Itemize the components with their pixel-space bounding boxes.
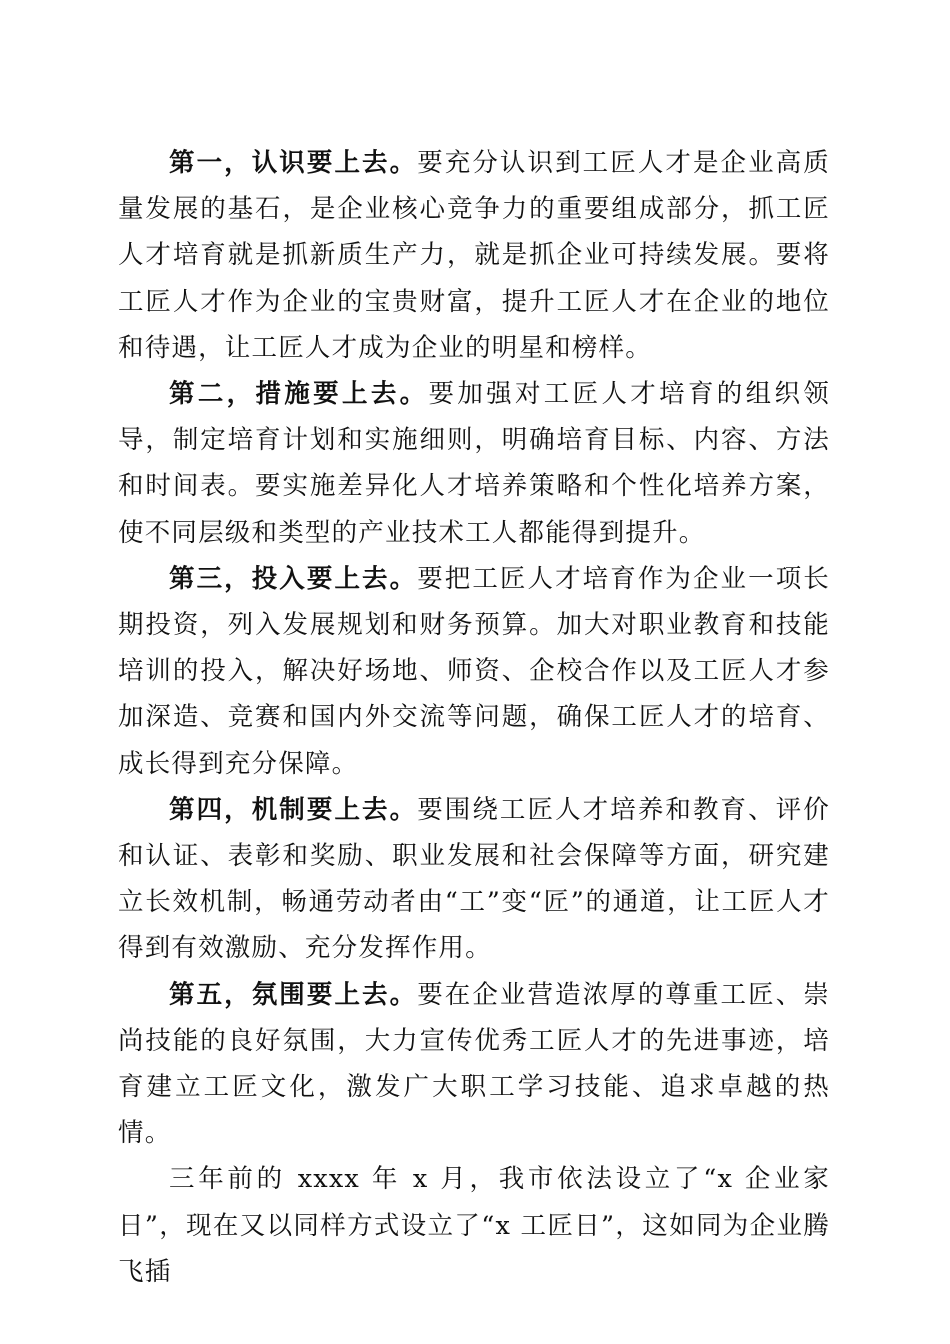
paragraph-3-heading: 第三，投入要上去。 — [169, 563, 418, 594]
paragraph-6 — [118, 1156, 830, 1295]
paragraph-1 — [118, 140, 830, 371]
paragraph-2-text: 要加强对工匠人才培育的组织领导，制定培育计划和实施细则，明确培育目标、内容、方法和时间表。要实施差异化人才培养策略和个性化培养方案，使不同层级和类型的产业技术工人都能得到提升。 — [118, 379, 830, 548]
paragraph-3 — [118, 556, 830, 787]
paragraph-4 — [118, 787, 830, 972]
paragraph-4-text: 要围绕工匠人才培养和教育、评价和认证、表彰和奖励、职业发展和社会保障等方面，研究建立长效机制，畅通劳动者由“工”变“匠”的通道，让工匠人才得到有效激励、充分发挥作用。 — [118, 794, 830, 964]
paragraph-2 — [118, 371, 830, 556]
paragraph-4-heading: 第四，机制要上去。 — [169, 794, 418, 825]
paragraph-1-text: 要充分认识到工匠人才是企业高质量发展的基石，是企业核心竞争力的重要组成部分，抓工匠人才培育就是抓新质生产力，就是抓企业可持续发展。要将工匠人才作为企业的宝贵财富，提升工匠人才在企业的地位和待遇，让工匠人才成为企业的明星和榜样。 — [118, 148, 830, 363]
paragraph-1-heading: 第一，认识要上去。 — [169, 148, 418, 178]
paragraph-5-text: 要在企业营造浓厚的尊重工匠、崇尚技能的良好氛围，大力宣传优秀工匠人才的先进事迹，培育建立工匠文化，激发广大职工学习技能、追求卓越的热情。 — [118, 979, 830, 1149]
paragraph-5 — [118, 972, 830, 1157]
document-page — [118, 140, 830, 1295]
paragraph-3-text: 要把工匠人才培育作为企业一项长期投资，列入发展规划和财务预算。加大对职业教育和技能培训的投入，解决好场地、师资、企校合作以及工匠人才参加深造、竞赛和国内外交流等问题，确保工匠人才的培育、成长得到充分保障。 — [118, 563, 830, 779]
paragraph-2-heading: 第二，措施要上去。 — [169, 379, 429, 410]
paragraph-6-text: 三年前的 xxxx 年 x 月，我市依法设立了“x 企业家日”，现在又以同样方式设立了“x 工匠日”，这如同为企业腾飞插 — [118, 1164, 830, 1287]
paragraph-5-heading: 第五，氛围要上去。 — [169, 979, 418, 1010]
